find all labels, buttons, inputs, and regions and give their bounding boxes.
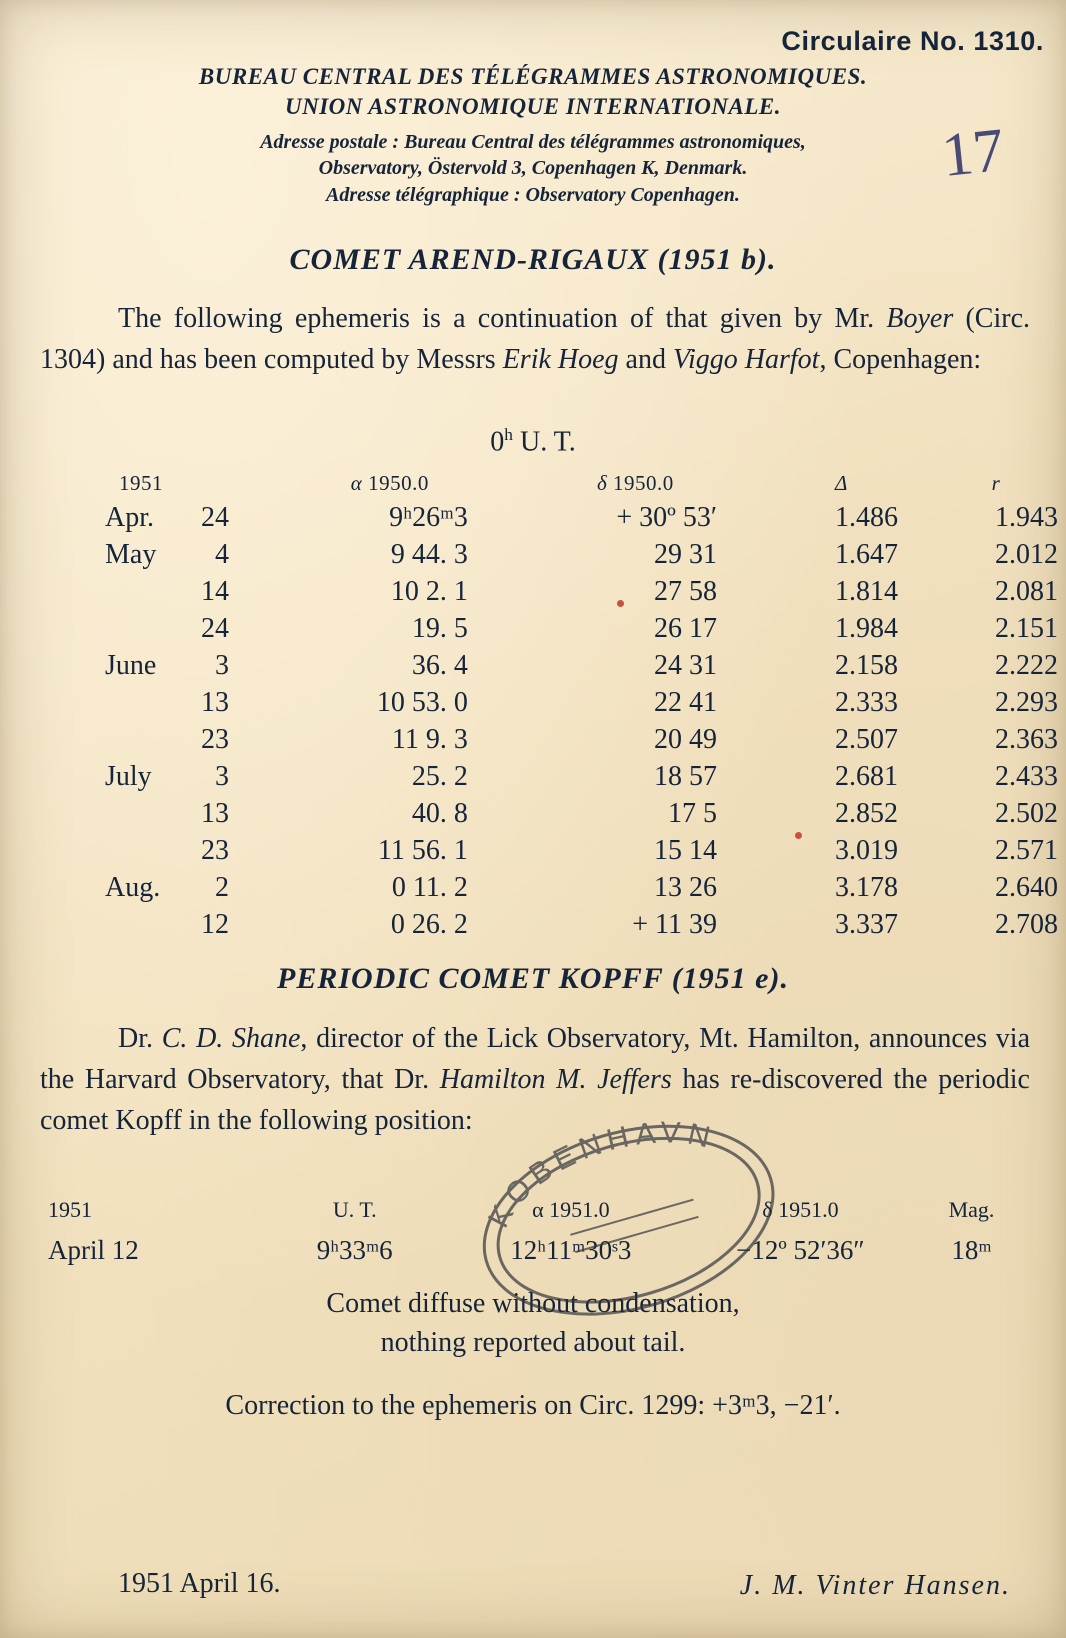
header-date: 1951 xyxy=(119,471,163,495)
kopff-header-ut: U. T. xyxy=(332,1197,377,1222)
cell-day: 12 xyxy=(201,909,229,940)
table-row xyxy=(95,870,1066,907)
cell-delta: 2.333 xyxy=(834,687,898,718)
kopff-position-table xyxy=(40,1196,1030,1267)
cell-date xyxy=(95,685,266,722)
cell-ra: 11 9. 3 xyxy=(391,724,468,755)
kopff-mag: 18ᵐ xyxy=(951,1235,992,1265)
cell-ra: 36. 4 xyxy=(411,650,468,681)
cell-date xyxy=(95,796,266,833)
table-row xyxy=(95,574,1066,611)
header-dec xyxy=(514,470,757,500)
cell-delta: 1.486 xyxy=(834,502,898,533)
cell-date xyxy=(95,870,266,907)
para1-text-1: The following ephemeris is a continuation of that given by Mr. xyxy=(118,303,887,334)
header-ra-symbol: α xyxy=(350,471,363,495)
kopff-ut: 9ʰ33ᵐ6 xyxy=(316,1235,393,1265)
ut-heading xyxy=(0,425,1066,458)
handwritten-annotation: 17 xyxy=(938,115,1008,191)
cell-delta: 3.337 xyxy=(834,909,898,940)
cell-day: 3 xyxy=(215,761,229,792)
cell-month: Apr. xyxy=(105,502,154,533)
kopff-date: April 12 xyxy=(48,1235,139,1265)
cell-day: 2 xyxy=(215,872,229,903)
kopff-header-ra: α 1951.0 xyxy=(532,1197,610,1222)
table-row xyxy=(95,685,1066,722)
cell-month: June xyxy=(105,650,157,681)
cell-ra: 25. 2 xyxy=(411,761,468,792)
cell-delta: 2.507 xyxy=(834,724,898,755)
footer-date: 1951 April 16. xyxy=(118,1568,281,1599)
para1-text-2: (Circ. 1304) and has been computed by Messrs xyxy=(40,303,1031,376)
para2-text-3: has re-discovered the periodic comet Kopff in the following position: xyxy=(40,1064,1030,1137)
table-row xyxy=(95,611,1066,648)
cell-dec: 17 5 xyxy=(667,798,717,829)
kopff-data-row xyxy=(40,1231,1030,1267)
cell-ra: 0 11. 2 xyxy=(391,872,468,903)
cell-day: 13 xyxy=(201,798,229,829)
cell-r: 2.708 xyxy=(995,909,1058,940)
header-delta: Δ xyxy=(835,471,848,495)
table-row xyxy=(95,796,1066,833)
table-row xyxy=(95,500,1066,537)
kopff-dec: −12º 52′36″ xyxy=(736,1235,865,1265)
para2-name-jeffers: Hamilton M. Jeffers xyxy=(439,1064,672,1096)
kopff-header-dec: δ 1951.0 xyxy=(762,1197,839,1222)
cell-r: 2.081 xyxy=(995,576,1058,607)
cell-delta: 3.019 xyxy=(834,835,898,866)
kopff-note xyxy=(0,1285,1066,1362)
para1-name-boyer: Boyer xyxy=(886,303,954,334)
cell-date xyxy=(95,759,266,796)
masthead-line-4: Observatory, Östervold 3, Copenhagen K, Denmark. xyxy=(318,157,748,180)
cell-date xyxy=(95,648,266,685)
cell-day: 14 xyxy=(201,576,229,607)
cell-delta: 1.984 xyxy=(834,613,898,644)
footer-signature: J. M. Vinter Hansen. xyxy=(739,1570,1011,1601)
para1-text-4: , Copenhagen: xyxy=(819,344,982,376)
masthead-line-5: Adresse télégraphique : Observatory Copenhagen. xyxy=(326,183,740,206)
para1-text-3: and xyxy=(618,344,673,376)
cell-ra: 10 53. 0 xyxy=(376,687,468,718)
cell-date xyxy=(95,907,266,944)
cell-day: 24 xyxy=(201,613,229,644)
cell-delta: 1.814 xyxy=(834,576,898,607)
kopff-header-mag: Mag. xyxy=(948,1197,995,1222)
cell-dec: 20 49 xyxy=(653,724,717,755)
cell-r: 2.012 xyxy=(995,539,1058,570)
cell-ra: 40. 8 xyxy=(411,798,468,829)
masthead xyxy=(0,62,1066,208)
ephemeris-table xyxy=(95,470,1066,944)
cell-day: 24 xyxy=(201,502,229,533)
ut-superscript: h xyxy=(504,425,513,444)
section-title-arend-rigaux: COMET AREND-RIGAUX (1951 b). xyxy=(289,243,777,276)
cell-r: 1.943 xyxy=(995,502,1058,533)
cell-dec: 24 31 xyxy=(653,650,717,681)
cell-r: 2.502 xyxy=(995,798,1058,829)
kopff-header-row xyxy=(40,1196,1030,1231)
circular-number: Circulaire No. 1310. xyxy=(781,26,1044,56)
kopff-paragraph xyxy=(40,1018,1030,1141)
cell-day: 3 xyxy=(215,650,229,681)
cell-r: 2.151 xyxy=(995,613,1058,644)
table-row xyxy=(95,648,1066,685)
table-row xyxy=(95,537,1066,574)
header-dec-epoch: 1950.0 xyxy=(613,471,674,495)
cell-dec: 18 57 xyxy=(653,761,717,792)
header-r: r xyxy=(991,471,1001,495)
cell-dec: 27 58 xyxy=(653,576,717,607)
header-ra xyxy=(266,470,514,500)
ink-speck xyxy=(795,832,802,839)
cell-ra: 10 2. 1 xyxy=(390,576,468,607)
para1-name-harfot: Viggo Harfot xyxy=(672,344,820,376)
cell-date xyxy=(95,500,266,537)
cell-ra: 9 44. 3 xyxy=(390,539,468,570)
cell-date xyxy=(95,537,266,574)
ut-rest: U. T. xyxy=(512,426,576,458)
cell-day: 4 xyxy=(215,539,229,570)
cell-dec: 29 31 xyxy=(653,539,717,570)
para2-text-2: , director of the Lick Observatory, Mt. Hamilton, announces via the Harvard Observatory, that Dr. xyxy=(40,1023,1030,1096)
header-dec-symbol: δ xyxy=(597,471,608,495)
arend-rigaux-paragraph xyxy=(40,298,1030,380)
cell-day: 13 xyxy=(201,687,229,718)
ink-speck-2 xyxy=(617,600,624,607)
cell-date xyxy=(95,611,266,648)
cell-delta: 2.852 xyxy=(834,798,898,829)
cell-r: 2.433 xyxy=(995,761,1058,792)
cell-ra: 11 56. 1 xyxy=(377,835,468,866)
cell-dec: 22 41 xyxy=(653,687,717,718)
cell-delta: 2.158 xyxy=(834,650,898,681)
cell-delta: 3.178 xyxy=(834,872,898,903)
cell-month: May xyxy=(105,539,157,570)
cell-month: Aug. xyxy=(105,872,161,903)
cell-ra: 0 26. 2 xyxy=(390,909,468,940)
table-row xyxy=(95,759,1066,796)
kopff-header-year: 1951 xyxy=(48,1197,92,1222)
cell-dec: 26 17 xyxy=(653,613,717,644)
cell-r: 2.640 xyxy=(995,872,1058,903)
header-ra-epoch: 1950.0 xyxy=(368,471,429,495)
cell-month: July xyxy=(105,761,152,792)
cell-dec: 13 26 xyxy=(653,872,717,903)
cell-ra: 9ʰ26ᵐ3 xyxy=(389,502,468,533)
kopff-note-line-1: Comet diffuse without condensation, xyxy=(326,1288,740,1319)
masthead-line-2: UNION ASTRONOMIQUE INTERNATIONALE. xyxy=(284,94,782,120)
table-header-row xyxy=(95,470,1066,500)
masthead-line-1: BUREAU CENTRAL DES TÉLÉGRAMMES ASTRONOMIQUES. xyxy=(198,64,868,89)
cell-r: 2.293 xyxy=(995,687,1058,718)
cell-delta: 2.681 xyxy=(834,761,898,792)
cell-day: 23 xyxy=(201,724,229,755)
svg-text:KOBENHAVN: KOBENHAVN xyxy=(481,1116,719,1233)
cell-date xyxy=(95,574,266,611)
ut-zero: 0 xyxy=(490,426,505,458)
cell-dec: + 11 39 xyxy=(632,909,717,940)
masthead-line-3: Adresse postale : Bureau Central des télégrammes astronomiques, xyxy=(260,130,806,153)
para2-name-shane: C. D. Shane xyxy=(161,1023,301,1054)
para1-name-hoeg: Erik Hoeg xyxy=(502,344,619,376)
cell-r: 2.571 xyxy=(995,835,1058,866)
correction-note: Correction to the ephemeris on Circ. 1299: +3ᵐ3, −21′. xyxy=(225,1390,841,1421)
cell-dec: 15 14 xyxy=(653,835,717,866)
cell-delta: 1.647 xyxy=(834,539,898,570)
table-row xyxy=(95,722,1066,759)
cell-ra: 19. 5 xyxy=(411,613,468,644)
kopff-note-line-2: nothing reported about tail. xyxy=(380,1326,686,1358)
cell-day: 23 xyxy=(201,835,229,866)
cell-r: 2.222 xyxy=(995,650,1058,681)
para2-text-1: Dr. xyxy=(118,1023,162,1054)
cell-r: 2.363 xyxy=(995,724,1058,755)
cell-dec: + 30º 53′ xyxy=(616,502,717,533)
table-row xyxy=(95,907,1066,944)
cell-date xyxy=(95,833,266,870)
kopff-ra: 12ʰ11ᵐ30ˢ3 xyxy=(510,1235,632,1265)
table-row xyxy=(95,833,1066,870)
section-title-kopff: PERIODIC COMET KOPFF (1951 e). xyxy=(277,962,789,995)
cell-date xyxy=(95,722,266,759)
